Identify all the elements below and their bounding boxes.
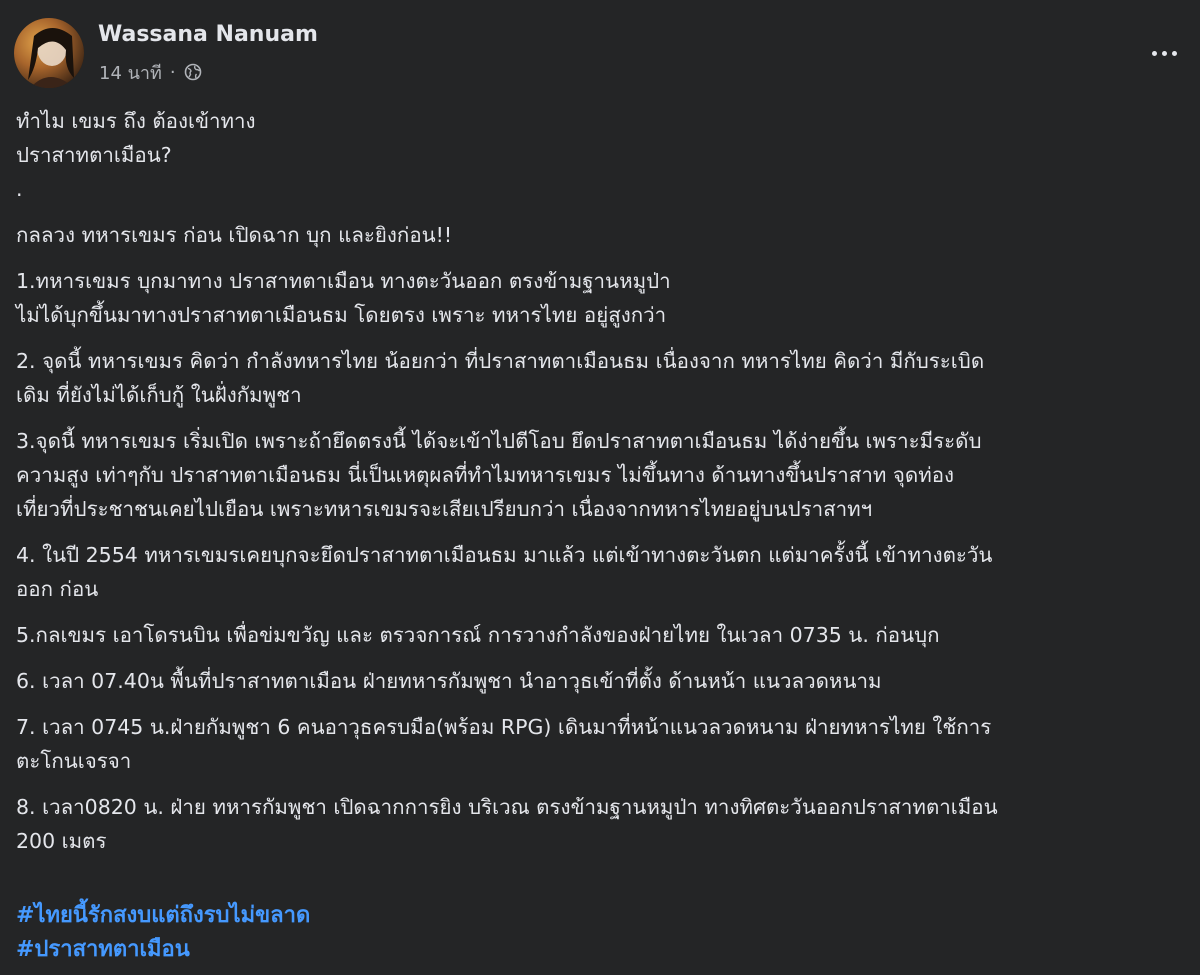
post-point: 1.ทหารเขมร บุกมาทาง ปราสาทตาเมือน ทางตะวันออก ตรงข้ามฐานหมูป่า ไม่ได้บุกขึ้นมาทางปราสาทตาเมือนธม โดยตรง เพราะ ทหารไทย อยู่สูงกว่า (16, 269, 671, 327)
post-point: 5.กลเขมร เอาโดรนบิน เพื่อข่มขวัญ และ ตรวจการณ์ การวางกำลังของฝ่ายไทย ในเวลา 0735 น. ก่อนบุก (16, 623, 940, 647)
post-title-line-2: ปราสาทตาเมือน? (16, 143, 172, 167)
hashtag-link[interactable]: #ไทยนี้รักสงบแต่ถึงรบไม่ขลาด (16, 903, 311, 928)
post-meta (99, 58, 202, 86)
post-body (16, 104, 1192, 858)
more-dot (1152, 51, 1157, 56)
hashtag-link[interactable]: #ปราสาทตาเมือน (16, 937, 190, 962)
more-dot (1172, 51, 1177, 56)
author-avatar[interactable] (14, 18, 84, 88)
post-point: 8. เวลา0820 น. ฝ่าย ทหารกัมพูชา เปิดฉากการยิง บริเวณ ตรงข้ามฐานหมูป่า ทางทิศตะวันออกปราสาทตาเมือน 200 เมตร (16, 795, 998, 853)
post-point: 3.จุดนี้ ทหารเขมร เริ่มเปิด เพราะถ้ายึดตรงนี้ ได้จะเข้าไปตีโอบ ยึดปราสาทตาเมือนธม ได้ง่ายขึ้น เพราะมีระดับ ความสูง เท่าๆกับ ปราสาทตาเมือนธม นี่เป็นเหตุผลที่ทำไมทหารเขมร ไม่ขึ้นทาง ด้านทางขึ้นปราสาท จุดท่อง เที่ยวที่ประชาชนเคยไปเยือน เพราะทหารเขมรจะเสียเปรียบกว่า เนื่องจากทหารไทยอยู่บนปราสาทฯ (16, 429, 982, 521)
post-point: 6. เวลา 07.40น พื้นที่ปราสาทตาเมือน ฝ่ายทหารกัมพูชา นำอาวุธเข้าที่ตั้ง ด้านหน้า แนวลวดหนาม (16, 669, 882, 693)
post-point: 4. ในปี 2554 ทหารเขมรเคยบุกจะยึดปราสาทตาเมือนธม มาแล้ว แต่เข้าทางตะวันตก แต่มาครั้งนี้ เข้าทางตะวัน ออก ก่อน (16, 543, 993, 601)
post-title-line-1: ทำไม เขมร ถึง ต้องเข้าทาง (16, 109, 256, 133)
post-dot-line: . (16, 177, 23, 201)
more-dot (1162, 51, 1167, 56)
author-name[interactable]: Wassana Nanuam (98, 22, 318, 47)
meta-separator: · (169, 61, 176, 83)
avatar-image (14, 18, 84, 88)
more-options-icon[interactable] (1142, 36, 1186, 70)
post-timestamp[interactable]: 14 นาที (99, 62, 162, 84)
post-point: 7. เวลา 0745 น.ฝ่ายกัมพูชา 6 คนอาวุธครบมือ(พร้อม RPG) เดินมาที่หน้าแนวลวดหนาม ฝ่ายทหารไทย ใช้การ ตะโกนเจรจา (16, 715, 992, 773)
post-header (14, 16, 1186, 90)
post-point: 2. จุดนี้ ทหารเขมร คิดว่า กำลังทหารไทย น้อยกว่า ที่ปราสาทตาเมือนธม เนื่องจาก ทหารไทย คิดว่า มีกับระเบิด เดิม ที่ยังไม่ได้เก็บกู้ ในฝั่งกัมพูชา (16, 349, 985, 407)
hashtag-list (16, 899, 310, 967)
post-intro: กลลวง ทหารเขมร ก่อน เปิดฉาก บุก และยิงก่อน!! (16, 223, 453, 247)
globe-icon[interactable] (184, 63, 202, 81)
